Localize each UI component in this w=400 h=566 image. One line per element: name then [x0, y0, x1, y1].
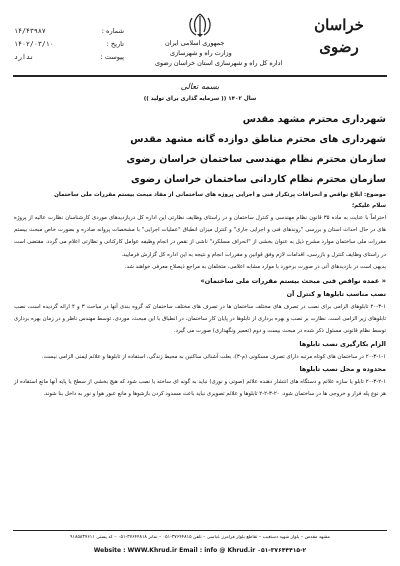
meta-label: پیوست :: [100, 52, 124, 61]
meta-number: ۱۴/۴۳۹۸۷: [14, 26, 46, 35]
footer-divider: [13, 530, 387, 531]
letter-subject: موضوع: ابلاغ نواقص و انحرافات پرتکرار فنی و اجرایی پروژه های ساختمانی از مفاد مبحث بیستم مقررات ملی ساختمان: [54, 192, 386, 198]
meta-label: تاریخ :: [106, 39, 124, 48]
brand-logo: خراسان رضوی: [314, 16, 364, 56]
greeting: سلام علیکم؛: [351, 203, 386, 209]
recipient-line: سازمان محترم نظام مهندسی ساختمان خراسان رضوی: [126, 154, 386, 165]
letterhead: [0, 12, 400, 92]
letter-heading: بسمه تعالی: [180, 82, 220, 91]
motto-ministry: وزارت راه و شهرسازی: [170, 49, 232, 57]
meta-number-row: [14, 24, 124, 37]
letter-meta: [14, 24, 124, 63]
meta-date-row: [14, 37, 124, 50]
body-paragraph: احتراماً با عنایت به ماده ۳۵ قانون نظام مهندسی و کنترل ساختمان و در راستای وظایف نظارتی این اداره کل دربازدیدهای موردی کارشناسان نظارت عالیه از پروژه های در حال احداث استان و بررسی "روندهای فنی و اجرایی جاری" و کنترل میزان انطباق "عملیات اجرایی" با مشخصات پروانه صادره و بصورت خاص مبحث بیستم مقررات ملی ساختمان موارد مشرح ذیل به عنوان بخشی از "انحراف مسلکرد" ناشی از نقص در انجام وظیفه عوامل کارکنانی و نظارتی اعلام می گردد. مقتضی است در راستای وظایف کنترل و بازرسی، اقدامات لازم وفق قوانین و مقررات انجام و نتیجه به این اداره کل گزارش فرمایید.: [14, 215, 386, 258]
body-paragraph: بدیهی است در بازدیدهای آتی در صورت برخورد با موارد مشابه اعلامی، متخلفان به مراجع ذیصلاح معرفی خواهند شد.: [124, 263, 386, 270]
recipient-line: شهرداری های محترم مناطق دوازده گانه مشهد مقدس: [130, 134, 386, 145]
motto-department: اداره کل راه و شهرسازی استان خراسان رضوی: [155, 59, 283, 67]
meta-label: شماره :: [101, 26, 124, 35]
subsection-text: ۲۰-۳-۲-۱ تابلو یا سازه علائم و دستگاه های انتشار دهنده علائم (صوتی و نوری) نباید به گونه ای ساخته یا نصب شود که هیچ بخشی از سطح یا پایه آنها مانع استفاده از هر نوع پله فرار و خروجی ها در ساختمان شود. ۲۰-۳-۲-۲ تابلوها و علائم تصویری نباید باعث مسدود کردن بازشوها و مانع عبور هوا و نور به داخل بنا شوند.: [14, 378, 386, 398]
motto-republic: جمهوری اسلامی ایران: [165, 39, 225, 47]
iran-emblem-icon: [186, 12, 214, 38]
footer-website[interactable]: Website : WWW.Khrud.ir Email : info @ Khrud.ir ۰۵۱-۳۷۶۴۴۴۱۵-۲: [93, 547, 307, 554]
subsection-title: نصب مناسب تابلوها و کنترل آن: [286, 290, 386, 299]
subsection-title: محدوده و محل نصب تابلوها: [299, 364, 386, 373]
recipient-line: شهرداری محترم مشهد مقدس: [242, 114, 386, 125]
meta-attachment-row: [14, 50, 124, 63]
recipient-line: سازمان محترم نظام کاردانی ساختمان خراسان رضوی: [131, 174, 386, 185]
subsection-text: ۲۰-۳-۱-۱ در ساختمان های کوتاه مرتبه دارای تصرف مسکونی (م-۳)، بعلت آشنائی ساکنین به محیط زندگی، استفاده از تابلوها و علائم ایمنی الزامی نیست.: [41, 353, 386, 360]
meta-attachment: ندارد: [14, 52, 34, 61]
meta-date: ۱۴۰۲/۰۳/۱۰: [14, 39, 54, 48]
section-title: « عمده نواقص فنی مبحث بیستم مقررات ملی ساختمان»: [200, 277, 386, 286]
subsection-text: ۲۰-۳-۱ تابلوهای الزامی برای نصب در تصرف های مختلف ساختمان ها در تصرف های مختلف ساختمان که گروه بندی آنها در مباحث ۳ و ۴ ارائه گردیده است، نصب تابلوهای زیر الزامی است. نظارت بر نصب و بهره برداری از تابلوها در پایان کار ساختمان، در انطباق با این مبحث، موردی، توسط مهندس ناظر و در زمان بهره برداری توسط نظام قانونی مسئول ذکر شده در مبحث بیست و دوم (تعمیر ونگهداری) صورت می گیرد.: [14, 304, 386, 335]
subsection-title: الزام بکارگیری نصب تابلوها: [299, 339, 386, 348]
header-divider: [13, 75, 387, 77]
footer-address: مشهد مقدس – بلوار شهید دستغیب – تقاطع بلوار فرامرز عباسی – تلفن ۳۷۶۴۴۸۱۵-۰۵۱ – نمابر ۳۷۶۴۴۸۱۸-۰۵۱ – کد پستی ۹۱۸۵۸۳۷۶۱۱: [70, 535, 330, 540]
letter-body: [14, 82, 386, 400]
year-slogan: سال ۱۴۰۲ (( سرمایه گذاری برای تولید )): [143, 96, 257, 102]
